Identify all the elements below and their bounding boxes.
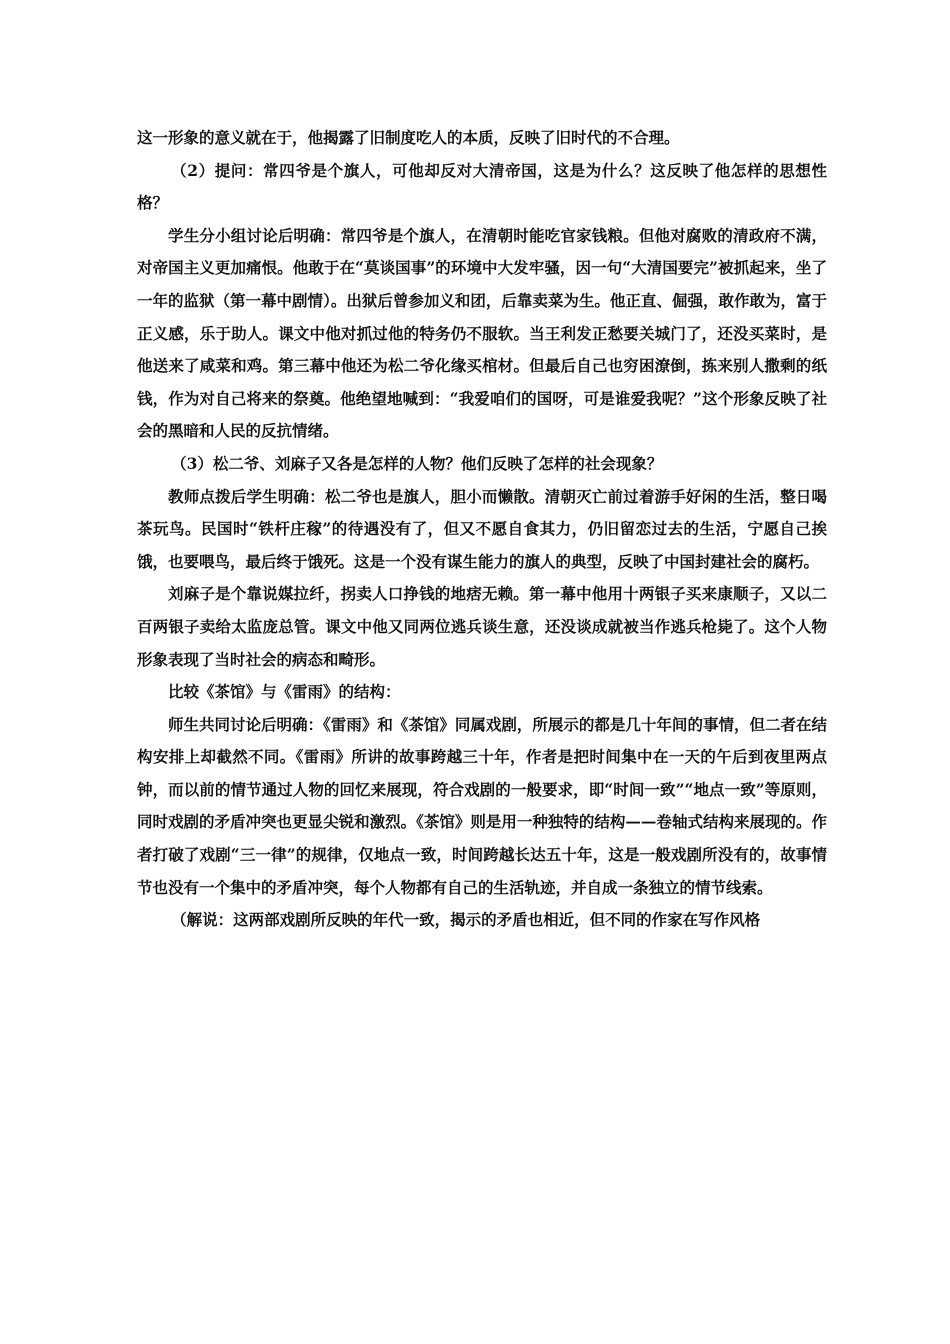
paragraph-liu-mazi: 刘麻子是个靠说媒拉纤，拐卖人口挣钱的地痞无赖。第一幕中他用十两银子买来康顺子，又以二百两银子卖给太监庞总管。课文中他又同两位逃兵谈生意，还没谈成就被当作逃兵枪毙了。这个人物形象表现了当时社会的病态和畸形。 — [137, 584, 827, 669]
paragraph-question-2: （2）提问：常四爷是个旗人，可他却反对大清帝国，这是为什么？这反映了他怎样的思想性格？ — [137, 160, 827, 213]
paragraph-chang-siye-answer: 学生分小组讨论后明确：常四爷是个旗人，在清朝时能吃官家钱粮。但他对腐败的清政府不满，对帝国主义更加痛恨。他敢于在“莫谈国事”的环境中大发牢骚，因一句“大清国要完”被抓起来，坐了一年的监狱（第一幕中剧情）。出狱后曾参加义和团，后靠卖菜为生。他正直、倔强，敢作敢为，富于正义感，乐于助人。课文中他对抓过他的特务仍不服软。当王利发正愁要关城门了，还没买菜时，是他送来了咸菜和鸡。第三幕中他还为松二爷化缘买棺材。但最后自己也穷困潦倒，拣来别人撒剩的纸钱，作为对自己将来的祭奠。他绝望地喊到：“我爱咱们的国呀，可是谁爱我呢？”这个形象反映了社会的黑暗和人民的反抗情绪。 — [137, 225, 827, 441]
paragraph-song-erye-answer: 教师点拨后学生明确：松二爷也是旗人，胆小而懒散。清朝灭亡前过着游手好闲的生活，整日喝茶玩鸟。民国时“铁杆庄稼”的待遇没有了，但又不愿自食其力，仍旧留恋过去的生活，宁愿自己挨饿，也要喂鸟，最后终于饿死。这是一个没有谋生能力的旗人的典型，反映了中国封建社会的腐朽。 — [137, 486, 827, 571]
paragraph-question-3: （3）松二爷、刘麻子又各是怎样的人物？他们反映了怎样的社会现象？ — [171, 453, 663, 473]
paragraph-commentary: （解说：这两部戏剧所反映的年代一致，揭示的矛盾也相近，但不同的作家在写作风格 — [171, 910, 761, 930]
document-body — [137, 122, 827, 937]
paragraph-compare-heading: 比较《茶馆》与《雷雨》的结构： — [168, 682, 401, 702]
paragraph-image-meaning: 这一形象的意义就在于，他揭露了旧制度吃人的本质，反映了旧时代的不合理。 — [137, 128, 680, 147]
paragraph-structure-comparison: 师生共同讨论后明确：《雷雨》和《茶馆》同属戏剧，所展示的都是几十年间的事情，但二者在结构安排上却截然不同。《雷雨》所讲的故事跨越三十年，作者是把时间集中在一天的午后到夜里两点钟，而以前的情节通过人物的回忆来展现，符合戏剧的一般要求，即“时间一致”“地点一致”等原则，同时戏剧的矛盾冲突也更显尖锐和激烈。《茶馆》则是用一种独特的结构——卷轴式结构来展现的。作者打破了戏剧“三一律”的规律，仅地点一致，时间跨越长达五十年，这是一般戏剧所没有的，故事情节也没有一个集中的矛盾冲突，每个人物都有自己的生活轨迹，并自成一条独立的情节线索。 — [137, 714, 827, 897]
